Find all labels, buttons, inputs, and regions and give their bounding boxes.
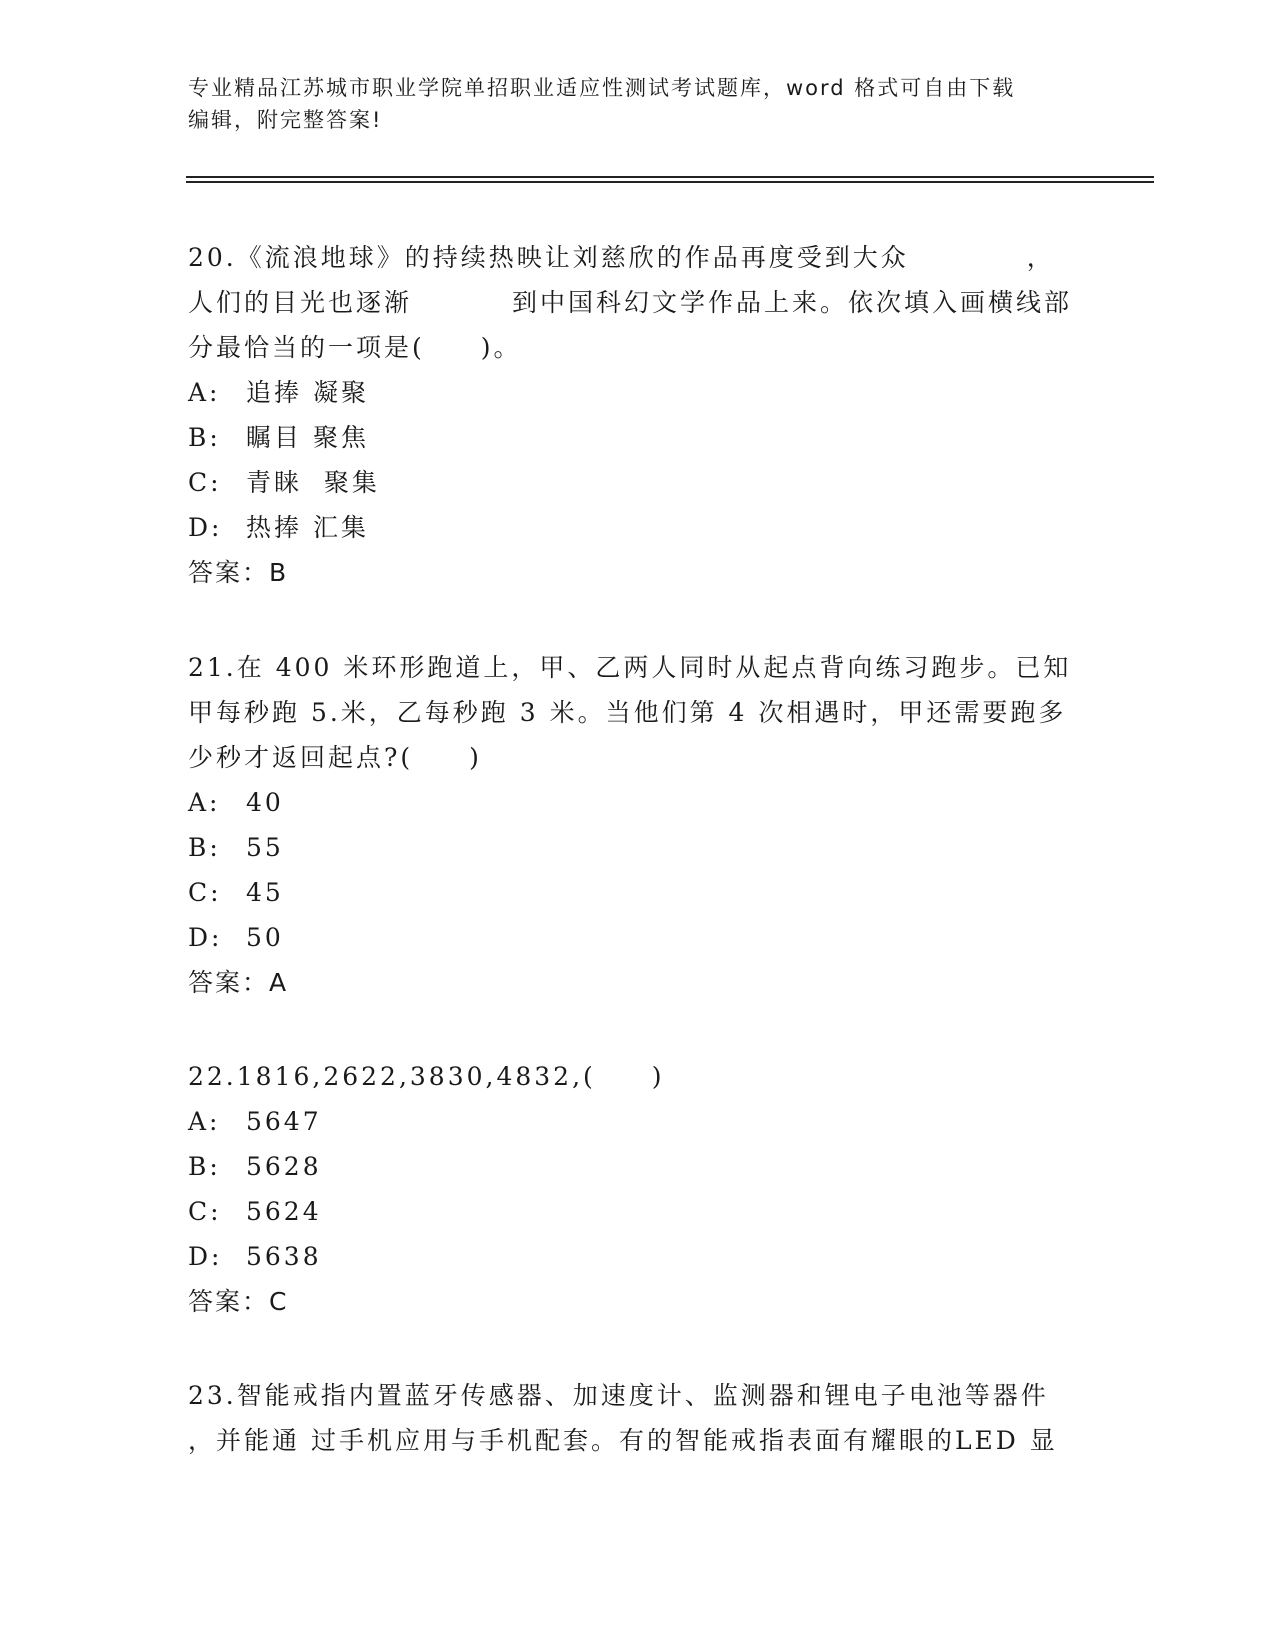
option-b: B: 55 xyxy=(188,833,284,862)
stem-line-1: 23.智能戒指内置蓝牙传感器、加速度计、监测器和锂电子电池等器件 xyxy=(188,1381,1049,1410)
option-d: D: 5638 xyxy=(188,1242,322,1271)
option-a: A: 追捧 凝聚 xyxy=(188,378,369,407)
question-stem xyxy=(188,1373,1088,1463)
question-stem: 22.1816,2622,3830,4832,( ) xyxy=(188,1062,665,1091)
stem-text: ， xyxy=(1026,243,1055,272)
option-a: A: 40 xyxy=(188,788,284,817)
stem-text: 20.《流浪地球》的持续热映让刘慈欣的作品再度受到大众 xyxy=(188,243,909,272)
page-header xyxy=(188,72,1068,136)
option-b: B: 瞩目 聚焦 xyxy=(188,423,369,452)
header-rule-bottom xyxy=(186,181,1154,183)
question-21 xyxy=(188,645,1088,1005)
header-rule-top xyxy=(186,176,1154,178)
header-line-1: 专业精品江苏城市职业学院单招职业适应性测试考试题库，word 格式可自由下载 xyxy=(188,76,1016,100)
answer: 答案：C xyxy=(188,1287,289,1316)
question-stem: 21.在 400 米环形跑道上，甲、乙两人同时从起点背向练习跑步。已知甲每秒跑 5.米，乙每秒跑 3 米。当他们第 4 次相遇时，甲还需要跑多少秒才返回起点?( ) xyxy=(188,653,1072,772)
stem-line-2: ，并能通 过手机应用与手机配套。有的智能戒指表面有耀眼的LED 显 xyxy=(188,1426,1058,1455)
question-22 xyxy=(188,1054,1088,1324)
option-c: C: 青睐 聚集 xyxy=(188,468,380,497)
option-a: A: 5647 xyxy=(188,1107,322,1136)
option-d: D: 热捧 汇集 xyxy=(188,513,369,542)
stem-text: 到中国科幻文学作品上来。依次填入画横线部分最恰当的一项是( )。 xyxy=(188,288,1073,362)
answer: 答案：A xyxy=(188,968,289,997)
header-line-2: 编辑，附完整答案! xyxy=(188,108,383,132)
question-stem xyxy=(188,235,1088,370)
stem-text: 人们的目光也逐渐 xyxy=(188,288,413,317)
question-20 xyxy=(188,235,1088,595)
option-b: B: 5628 xyxy=(188,1152,322,1181)
option-d: D: 50 xyxy=(188,923,284,952)
question-23 xyxy=(188,1373,1088,1463)
option-c: C: 45 xyxy=(188,878,284,907)
option-c: C: 5624 xyxy=(188,1197,322,1226)
answer: 答案：B xyxy=(188,558,289,587)
